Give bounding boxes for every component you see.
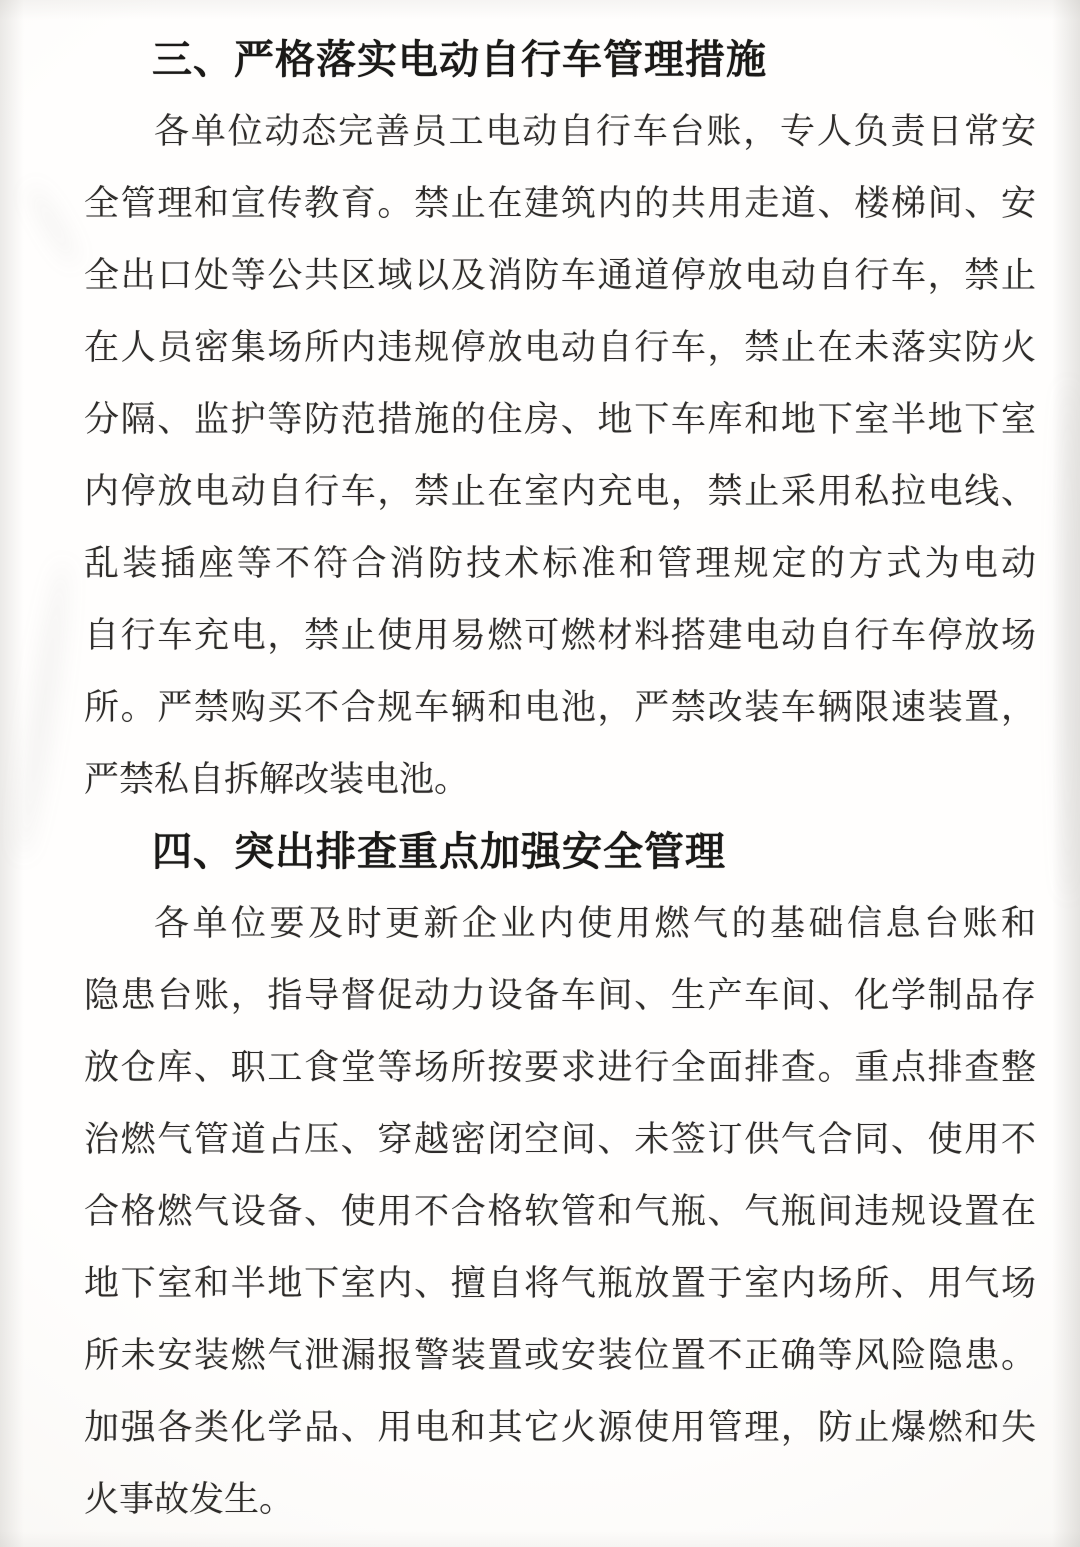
text-line: 隐患台账，指导督促动力设备车间、生产车间、化学制品存 [84, 976, 1036, 1015]
text-line: 自行车充电，禁止使用易燃可燃材料搭建电动自行车停放场 [84, 616, 1036, 655]
paragraph-electric-bicycle [84, 96, 1036, 816]
section-heading-three: 三、严格落实电动自行车管理措施 [152, 38, 767, 82]
text-line: 分隔、监护等防范措施的住房、地下车库和地下室半地下室 [84, 400, 1036, 439]
text-line: 乱装插座等不符合消防技术标准和管理规定的方式为电动 [84, 544, 1036, 583]
text-line: 所。严禁购买不合规车辆和电池，严禁改装车辆限速装置， [84, 688, 1036, 727]
text-line: 火事故发生。 [84, 1480, 295, 1519]
text-line: 全出口处等公共区域以及消防车通道停放电动自行车，禁止 [84, 256, 1036, 295]
text-line: 内停放电动自行车，禁止在室内充电，禁止采用私拉电线、 [84, 472, 1036, 511]
text-line: 治燃气管道占压、穿越密闭空间、未签订供气合同、使用不 [84, 1120, 1036, 1159]
text-line: 放仓库、职工食堂等场所按要求进行全面排查。重点排查整 [84, 1048, 1036, 1087]
text-line: 合格燃气设备、使用不合格软管和气瓶、气瓶间违规设置在 [84, 1192, 1036, 1231]
text-line: 所未安装燃气泄漏报警装置或安装位置不正确等风险隐患。 [84, 1336, 1036, 1375]
text-line: 各单位动态完善员工电动自行车台账，专人负责日常安 [154, 112, 1036, 151]
text-line: 在人员密集场所内违规停放电动自行车，禁止在未落实防火 [84, 328, 1036, 367]
text-line: 严禁私自拆解改装电池。 [84, 760, 470, 799]
text-line: 各单位要及时更新企业内使用燃气的基础信息台账和 [154, 904, 1036, 943]
text-line: 地下室和半地下室内、擅自将气瓶放置于室内场所、用气场 [84, 1264, 1036, 1303]
paragraph-gas-safety [84, 888, 1036, 1536]
text-line: 全管理和宣传教育。禁止在建筑内的共用走道、楼梯间、安 [84, 184, 1036, 223]
section-electric-bicycle-measures [84, 24, 1036, 816]
section-key-inspection-management [84, 816, 1036, 1536]
text-line: 加强各类化学品、用电和其它火源使用管理，防止爆燃和失 [84, 1408, 1036, 1447]
section-heading-four: 四、突出排查重点加强安全管理 [152, 830, 726, 874]
